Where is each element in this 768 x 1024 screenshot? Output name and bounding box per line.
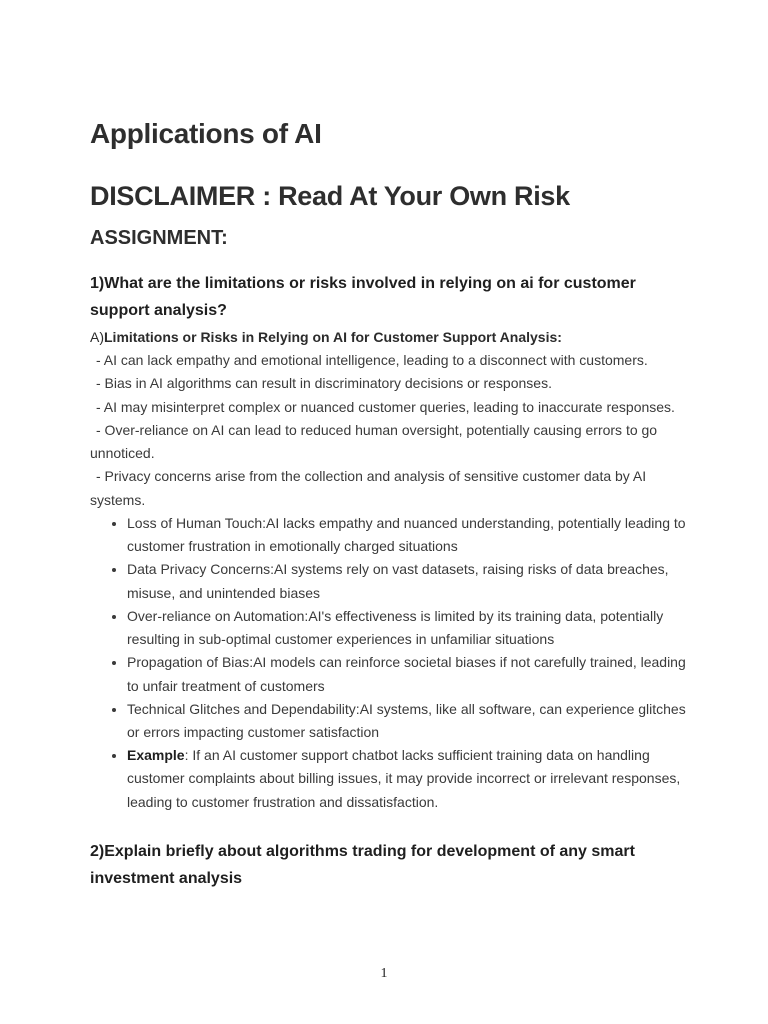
bullet-item-example [127,744,690,814]
document-page [90,112,690,892]
dash-item: - AI may misinterpret complex or nuanced customer queries, leading to inaccurate responses. [96,398,675,415]
answer-prefix: A) [90,329,104,345]
bullet-item: • Propagation of Bias:AI models can reinforce societal biases if not carefully trained, leading to unfair treatment of customers [127,651,690,697]
answer-heading-text: Limitations or Risks in Relying on AI for Customer Support Analysis: [104,329,562,345]
example-text: : If an AI customer support chatbot lacks sufficient training data on handling customer complaints about billing issues, it may provide incorrect or irrelevant responses, leading to customer frustration and dissatisfaction. [127,747,681,810]
dash-item: - Privacy concerns arise from the collection and analysis of sensitive customer data by AI systems. [90,468,647,508]
assignment-heading: ASSIGNMENT: [90,227,228,249]
dash-item: - Over-reliance on AI can lead to reduced human oversight, potentially causing errors to go unnoticed. [90,421,658,462]
question-2: 2)Explain briefly about algorithms trading for development of any smart investment analysis [90,842,635,887]
dash-item: - AI can lack empathy and emotional intelligence, leading to a disconnect with customers. [96,352,648,368]
example-label: Example [127,747,185,764]
bullet-item: • Over-reliance on Automation:AI's effectiveness is limited by its training data, potentially resulting in sub-optimal customer experiences in unfamiliar situations [127,605,690,651]
bullet-item: • Loss of Human Touch:AI lacks empathy and nuanced understanding, potentially leading to customer frustration in emotionally charged situations [127,512,690,558]
document-title: Applications of AI [90,118,322,149]
dash-list [90,349,690,512]
disclaimer-heading: DISCLAIMER : Read At Your Own Risk [90,181,570,211]
question-1: 1)What are the limitations or risks involved in relying on ai for customer support analysis? [90,275,636,319]
bullet-item: • Data Privacy Concerns:AI systems rely on vast datasets, raising risks of data breaches, misuse, and unintended biases [127,558,690,604]
answer-1-heading [90,326,690,349]
page-number: 1 [380,966,388,981]
bullet-list [90,512,690,814]
dash-item: - Bias in AI algorithms can result in discriminatory decisions or responses. [96,375,552,392]
bullet-item: • Technical Glitches and Dependability:AI systems, like all software, can experience glitches or errors impacting customer satisfaction [127,698,690,744]
